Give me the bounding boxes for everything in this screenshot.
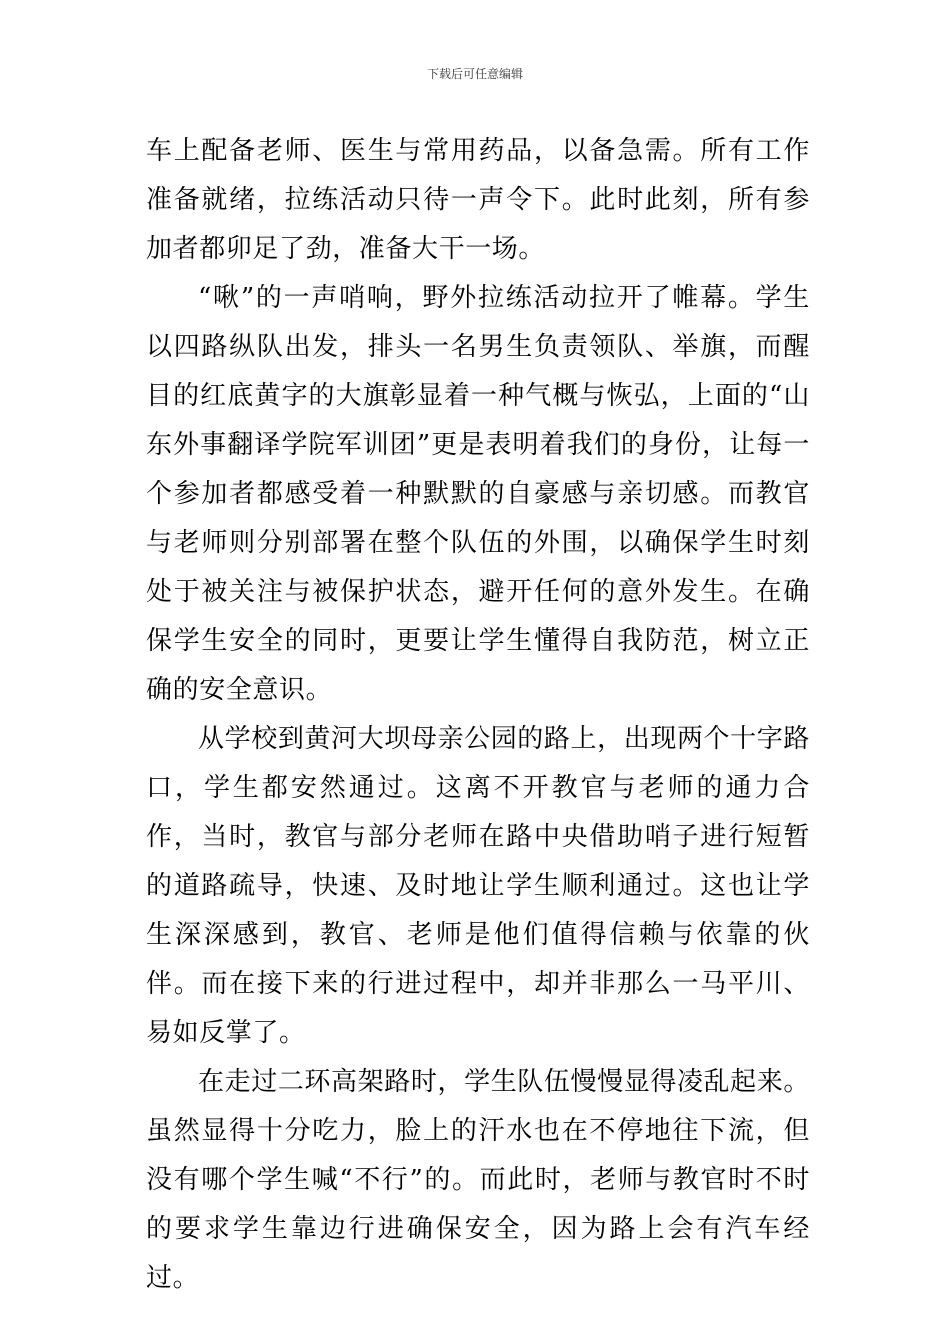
page-header: 下载后可任意编辑 [426, 67, 523, 81]
paragraph-4: 在走过二环高架路时，学生队伍慢慢显得凌乱起来。虽然显得十分吃力，脸上的汗水也在不停地往下流，但没有哪个学生喊“不行”的。而此时，老师与教官时不时的要求学生靠边行进确保安全，因为路上会有汽车经过。 [146, 1067, 810, 1293]
paragraph-1: 车上配备老师、医生与常用药品，以备急需。所有工作准备就绪，拉练活动只待一声令下。此时此刻，所有参加者都卯足了劲，准备大干一场。 [146, 136, 810, 264]
document-body [146, 127, 810, 1303]
paragraph-3: 从学校到黄河大坝母亲公园的路上，出现两个十字路口，学生都安然通过。这离不开教官与老师的通力合作，当时，教官与部分老师在路中央借助哨子进行短暂的道路疏导，快速、及时地让学生顺利通过。这也让学生深深感到，教官、老师是他们值得信赖与依靠的伙伴。而在接下来的行进过程中，却并非那么一马平川、易如反掌了。 [146, 724, 810, 1048]
paragraph-2: “啾”的一声哨响，野外拉练活动拉开了帷幕。学生以四路纵队出发，排头一名男生负责领队、举旗，而醒目的红底黄字的大旗彰显着一种气概与恢弘，上面的“山东外事翻译学院军训团”更是表明着我们的身份，让每一个参加者都感受着一种默默的自豪感与亲切感。而教官与老师则分别部署在整个队伍的外围，以确保学生时刻处于被关注与被保护状态，避开任何的意外发生。在确保学生安全的同时，更要让学生懂得自我防范，树立正确的安全意识。 [146, 283, 810, 705]
